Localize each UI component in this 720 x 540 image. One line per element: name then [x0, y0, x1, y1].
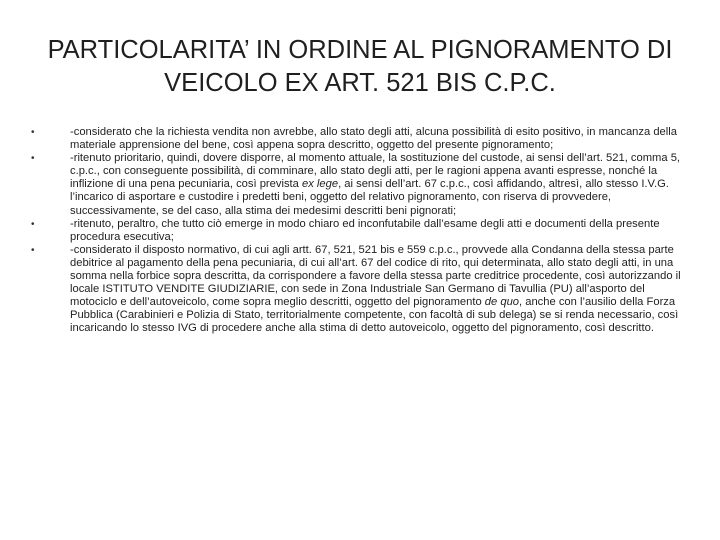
slide-title-line-1: PARTICOLARITA’ IN ORDINE AL PIGNORAMENTO DI — [47, 36, 673, 64]
bullet-icon: • — [31, 153, 35, 165]
list-item-italic-term: de quo — [484, 296, 520, 309]
list-item-text: -considerato che la richiesta vendita non avrebbe, allo stato degli atti, alcuna possibilità di esito positivo, in mancanza della materiale apprensione del bene, così appena sopra descritto, oggetto del presente pignoramento; — [70, 126, 677, 152]
bullet-icon: • — [31, 218, 35, 230]
list-item — [30, 244, 685, 336]
list-item-text-part: , ai sensi dell’art. 67 c.p.c., così affidando, altresì, allo stesso I.V.G. l’incarico di asportare e custodire i predetti beni, oggetto del relativo pignoramento, con riserva di provvedere, successivamente, se del caso, alla stima dei medesimi descritti beni pignorati; — [70, 178, 669, 217]
bullet-icon: • — [31, 244, 35, 256]
list-item — [30, 126, 685, 152]
list-item-text-part: -considerato il disposto normativo, di cui agli artt. 67, 521, 521 bis e 559 c.p.c., provvede alla Condanna della stessa parte debitrice al pagamento della pena pecuniaria, di cui all’art. 67 del codice di rito, qui determinata, allo stato degli atti, in una somma nella forbice sopra descritta, da corrispondere a favore della stessa parte creditrice procedente, così autorizzando il locale ISTITUTO VENDITE GIUDIZIARIE, con sede in Zona Industriale San Germano di Tavullia (PU) all’asporto del motociclo e dell’autoveicolo, come sopra meglio descritti, oggetto del pignoramento — [70, 243, 681, 309]
bullet-list — [30, 126, 685, 336]
list-item — [30, 218, 685, 244]
list-item-text-part: , anche con l’ausilio della Forza Pubblica (Carabinieri e Polizia di Stato, territorialmente competente, con facoltà di sub delega) se si renda necessario, così incaricando lo stesso IVG di procedere anche alla stima di detto autoveicolo, oggetto del pignoramento, così descritto. — [70, 296, 679, 335]
bullet-icon: • — [31, 127, 35, 138]
list-item-text — [70, 244, 685, 336]
slide-title — [40, 34, 680, 100]
list-item-italic-term: ex lege — [301, 178, 339, 191]
list-item-text-part: -ritenuto prioritario, quindi, dovere disporre, al momento attuale, la sostituzione del custode, ai sensi dell’art. 521, comma 5, c.p.c., con conseguente possibilità, di comminare, allo stato degli atti, per le ragioni appena avanti espresse, nonché la inflizione di una pena pecuniaria, così prevista — [70, 152, 681, 191]
list-item-text: -ritenuto, peraltro, che tutto ciò emerge in modo chiaro ed inconfutabile dall’esame degli atti e documenti della presente procedura esecutiva; — [70, 217, 660, 243]
list-item-text — [70, 152, 685, 217]
list-item — [30, 152, 685, 217]
slide-title-line-2: VEICOLO EX ART. 521 BIS C.P.C. — [164, 69, 556, 97]
